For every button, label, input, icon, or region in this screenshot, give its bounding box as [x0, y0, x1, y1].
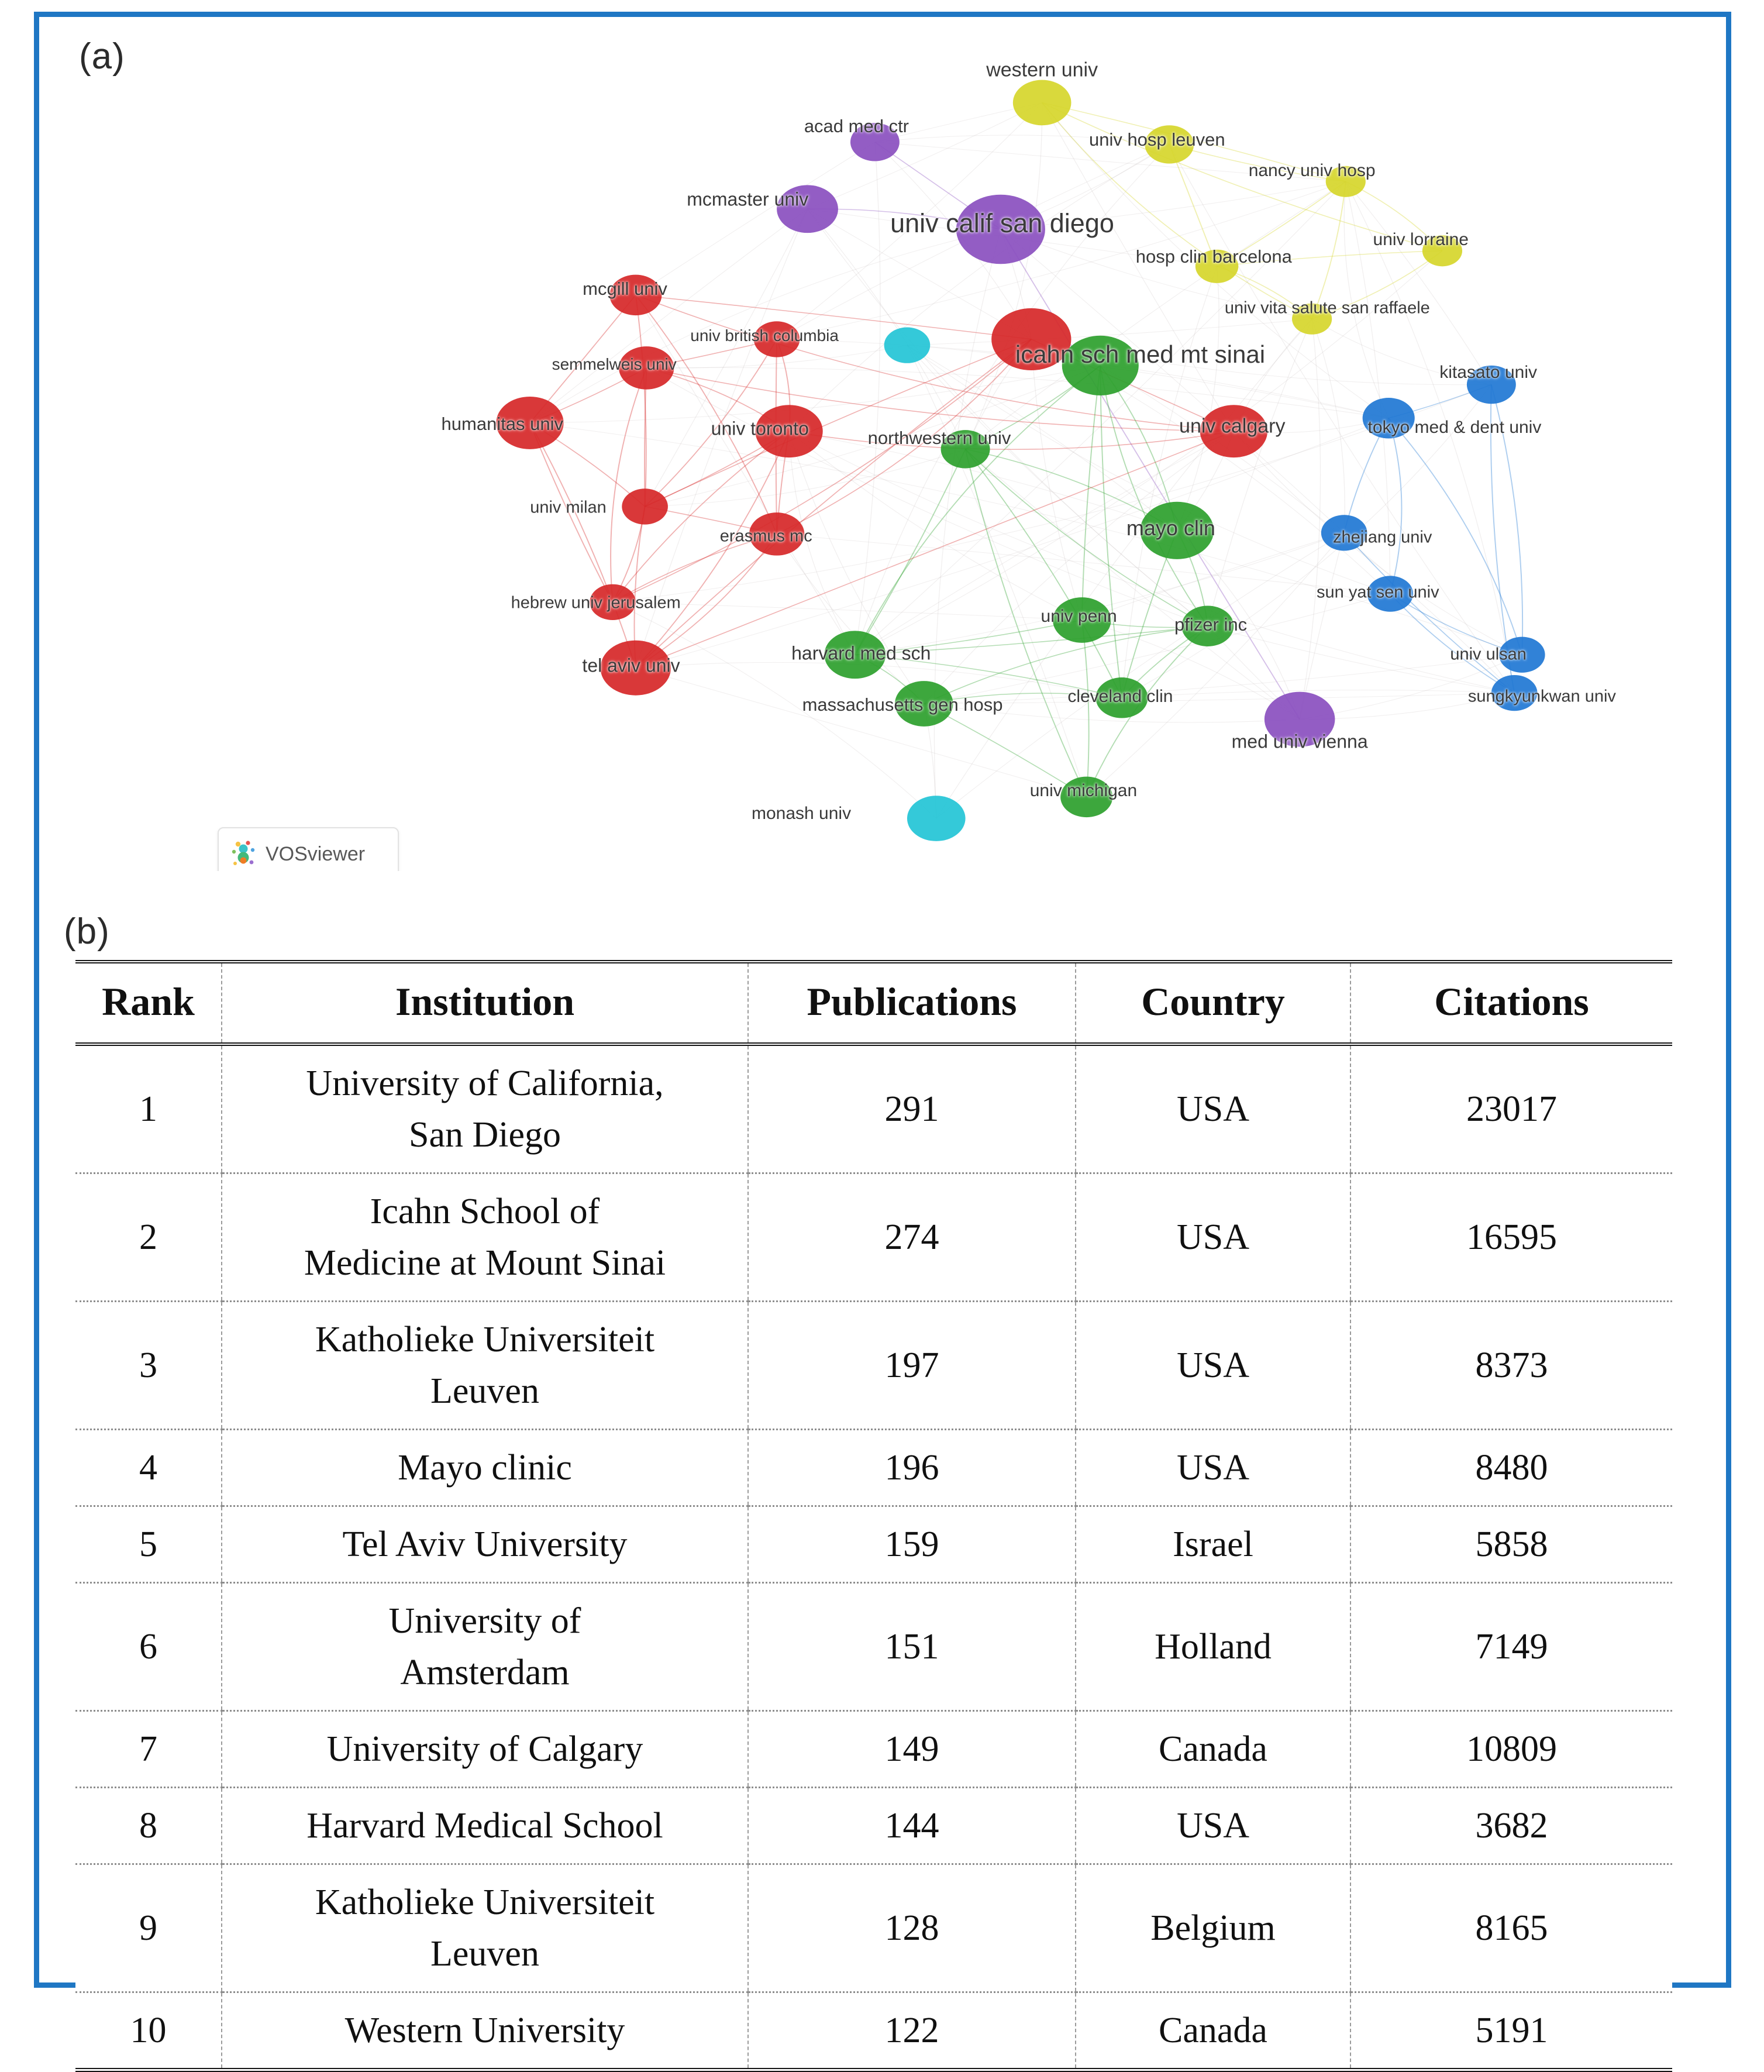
- network-node[interactable]: [1491, 675, 1538, 711]
- network-edge: [1177, 266, 1219, 530]
- network-node-label: pfizer inc: [1174, 614, 1248, 635]
- network-node[interactable]: [1140, 502, 1214, 559]
- network-edge: [855, 655, 1122, 698]
- network-edge: [636, 418, 1389, 668]
- network-node[interactable]: [619, 346, 674, 390]
- network-node-label: univ michigan: [1029, 781, 1138, 801]
- country-cell: USA: [1076, 1788, 1350, 1864]
- publications-cell: 274: [748, 1173, 1076, 1302]
- vosviewer-label: VOSviewer: [266, 842, 366, 865]
- table-row: [75, 1506, 1672, 1583]
- network-node[interactable]: [1195, 250, 1238, 283]
- network-edge: [613, 602, 936, 818]
- table-row: [75, 1302, 1672, 1430]
- publications-cell: 151: [748, 1583, 1076, 1711]
- network-node[interactable]: [1265, 692, 1335, 747]
- network-node-label: univ lorraine: [1373, 230, 1469, 250]
- network-node[interactable]: [956, 195, 1045, 264]
- institution-cell: Icahn School of Medicine at Mount Sinai: [222, 1173, 748, 1302]
- network-edge: [613, 339, 1032, 602]
- network-node[interactable]: [1321, 515, 1367, 550]
- citations-cell: 8373: [1350, 1302, 1672, 1430]
- rank-cell: 9: [75, 1864, 222, 1992]
- network-edge: [1300, 533, 1344, 720]
- table-row: [75, 1044, 1672, 1173]
- citations-cell: 8480: [1350, 1430, 1672, 1506]
- network-node[interactable]: [1326, 166, 1366, 197]
- publications-cell: 159: [748, 1506, 1076, 1583]
- network-node[interactable]: [601, 641, 671, 696]
- column-header-rank: Rank: [75, 962, 222, 1044]
- citations-cell: 3682: [1350, 1788, 1672, 1864]
- network-node-label: mcmaster univ: [687, 188, 809, 210]
- network-node-label: icahn sch med mt sinai: [1015, 340, 1266, 369]
- network-node-label: tokyo med & dent univ: [1367, 418, 1542, 438]
- citations-cell: 10809: [1350, 1711, 1672, 1788]
- rank-cell: 6: [75, 1583, 222, 1711]
- network-edge: [530, 366, 1100, 423]
- table-row: [75, 1864, 1672, 1992]
- country-cell: USA: [1076, 1044, 1350, 1173]
- network-node-label: sun yat sen univ: [1317, 583, 1439, 602]
- table-header: [75, 962, 1672, 1044]
- rank-cell: 8: [75, 1788, 222, 1864]
- network-node[interactable]: [941, 430, 990, 468]
- network-node-label: univ hosp leuven: [1088, 129, 1225, 150]
- country-cell: USA: [1076, 1302, 1350, 1430]
- network-node[interactable]: [1367, 576, 1413, 611]
- institution-cell: Tel Aviv University: [222, 1506, 748, 1583]
- country-cell: USA: [1076, 1430, 1350, 1506]
- network-node[interactable]: [1013, 80, 1072, 126]
- network-edge: [1389, 418, 1401, 594]
- network-edge: [777, 181, 1346, 339]
- network-node-label: univ ulsan: [1450, 645, 1527, 664]
- table-row: [75, 1430, 1672, 1506]
- network-node[interactable]: [1095, 677, 1148, 718]
- network-edge: [936, 319, 1312, 818]
- network-edge: [789, 431, 1514, 693]
- citations-cell: 5858: [1350, 1506, 1672, 1583]
- network-node[interactable]: [622, 488, 668, 524]
- network-node[interactable]: [1499, 637, 1545, 673]
- network-edge: [636, 142, 875, 295]
- country-cell: USA: [1076, 1173, 1350, 1302]
- network-node-label: cleveland clin: [1067, 686, 1173, 706]
- figure-border: [34, 12, 1731, 2051]
- institution-cell: University of California, San Diego: [222, 1044, 748, 1173]
- network-node-label: mayo clin: [1126, 515, 1215, 540]
- rank-cell: 1: [75, 1044, 222, 1173]
- network-visualization: [39, 35, 1726, 871]
- citations-cell: 5191: [1350, 1992, 1672, 2070]
- network-node-label: univ milan: [530, 498, 607, 517]
- network-node-label: western univ: [986, 58, 1098, 81]
- table-row: [75, 1788, 1672, 1864]
- network-node[interactable]: [755, 405, 822, 457]
- network-node-label: med univ vienna: [1231, 731, 1368, 752]
- network-edge: [1169, 144, 1346, 181]
- column-header-citations: Citations: [1350, 962, 1672, 1044]
- rank-cell: 4: [75, 1430, 222, 1506]
- network-node[interactable]: [777, 185, 838, 233]
- network-edge: [1389, 418, 1522, 655]
- network-node[interactable]: [1363, 398, 1415, 438]
- panel-a-label: (a): [79, 36, 125, 77]
- network-node[interactable]: [496, 397, 563, 449]
- publications-cell: 144: [748, 1788, 1076, 1864]
- table-row: [75, 1711, 1672, 1788]
- institution-cell: Western University: [222, 1992, 748, 2070]
- vosviewer-badge: [218, 827, 399, 871]
- institution-cell: University of Calgary: [222, 1711, 748, 1788]
- network-node[interactable]: [1181, 605, 1234, 646]
- institution-cell: Katholieke Universiteit Leuven: [222, 1864, 748, 1992]
- network-node-label: nancy univ hosp: [1248, 160, 1376, 180]
- network-node-label: massachusetts gen hosp: [802, 694, 1003, 715]
- network-node[interactable]: [895, 681, 953, 727]
- network-node[interactable]: [749, 512, 804, 556]
- column-header-publications: Publications: [748, 962, 1076, 1044]
- citations-cell: 8165: [1350, 1864, 1672, 1992]
- institution-cell: University of Amsterdam: [222, 1583, 748, 1711]
- network-edge: [924, 594, 1390, 704]
- table-row: [75, 1583, 1672, 1711]
- network-node-label: tel aviv univ: [582, 655, 680, 676]
- publications-cell: 291: [748, 1044, 1076, 1173]
- network-node[interactable]: [1053, 597, 1111, 643]
- network-node-label: mcgill univ: [583, 278, 667, 300]
- network-edge: [1234, 431, 1522, 655]
- network-node-label: hosp clin barcelona: [1135, 246, 1292, 267]
- network-node-label: harvard med sch: [791, 642, 931, 664]
- network-node-label: univ penn: [1041, 606, 1117, 626]
- network-node-label: hebrew univ jerusalem: [511, 593, 681, 612]
- table-row: [75, 1173, 1672, 1302]
- network-edge: [636, 668, 1087, 797]
- country-cell: Canada: [1076, 1992, 1350, 2070]
- network-edge: [1491, 385, 1522, 655]
- network-node[interactable]: [1467, 366, 1516, 404]
- network-canvas: [39, 35, 1726, 871]
- network-edge: [1042, 102, 1442, 250]
- network-edge: [875, 135, 1169, 144]
- network-edge: [934, 229, 1000, 818]
- network-node[interactable]: [1062, 336, 1139, 395]
- network-node-label: acad med ctr: [804, 116, 909, 137]
- country-cell: Belgium: [1076, 1864, 1350, 1992]
- network-edge: [1001, 229, 1300, 720]
- network-node[interactable]: [907, 796, 966, 841]
- country-cell: Israel: [1076, 1506, 1350, 1583]
- country-cell: Holland: [1076, 1583, 1350, 1711]
- network-node-label: kitasato univ: [1439, 363, 1537, 383]
- institution-ranking-table: [75, 960, 1672, 2072]
- network-node-label: humanitas univ: [441, 413, 564, 434]
- network-edge: [1312, 319, 1345, 533]
- institution-cell: Katholieke Universiteit Leuven: [222, 1302, 748, 1430]
- network-edge: [645, 366, 1101, 507]
- network-edge: [530, 423, 1522, 655]
- rank-cell: 2: [75, 1173, 222, 1302]
- network-node-label: univ calgary: [1179, 415, 1286, 438]
- rank-cell: 5: [75, 1506, 222, 1583]
- network-node[interactable]: [1060, 777, 1112, 817]
- network-edge: [924, 704, 1087, 797]
- publications-cell: 196: [748, 1430, 1076, 1506]
- column-header-institution: Institution: [222, 962, 748, 1044]
- rank-cell: 10: [75, 1992, 222, 2070]
- network-node[interactable]: [590, 584, 636, 620]
- network-node-label: univ british columbia: [690, 326, 839, 345]
- network-edge: [808, 209, 966, 449]
- table-header-row: [75, 962, 1672, 1044]
- network-node[interactable]: [1292, 304, 1332, 335]
- country-cell: Canada: [1076, 1711, 1350, 1788]
- network-node[interactable]: [754, 321, 800, 357]
- network-node[interactable]: [1422, 235, 1462, 266]
- network-node[interactable]: [1145, 125, 1194, 163]
- institution-cell: Mayo clinic: [222, 1430, 748, 1506]
- network-edge: [1312, 319, 1491, 384]
- network-node[interactable]: [991, 308, 1071, 370]
- network-node[interactable]: [1200, 405, 1267, 457]
- network-edge: [924, 693, 1514, 704]
- network-node[interactable]: [824, 631, 886, 679]
- network-edge: [1042, 102, 1346, 181]
- network-edge: [646, 367, 1389, 418]
- publications-cell: 122: [748, 1992, 1076, 2070]
- institution-cell: Harvard Medical School: [222, 1788, 748, 1864]
- network-node-label: univ calif san diego: [890, 208, 1114, 238]
- network-node[interactable]: [884, 328, 931, 363]
- network-node-label: univ vita salute san raffaele: [1224, 298, 1430, 318]
- rank-cell: 7: [75, 1711, 222, 1788]
- network-node-label: sungkyunkwan univ: [1467, 687, 1616, 706]
- rank-cell: 3: [75, 1302, 222, 1430]
- panel-b-label: (b): [64, 911, 110, 952]
- network-edge: [1346, 181, 1491, 384]
- publications-cell: 128: [748, 1864, 1076, 1992]
- network-node-label: univ toronto: [711, 418, 809, 439]
- table-body: [75, 1044, 1672, 2070]
- network-edge: [1217, 251, 1442, 267]
- network-node[interactable]: [609, 275, 662, 315]
- network-node-label: northwestern univ: [867, 428, 1011, 449]
- network-node-label: zhejiang univ: [1333, 528, 1432, 547]
- citations-cell: 23017: [1350, 1044, 1672, 1173]
- network-node-label: monash univ: [751, 803, 852, 823]
- publications-cell: 197: [748, 1302, 1076, 1430]
- citations-cell: 16595: [1350, 1173, 1672, 1302]
- network-edge: [966, 449, 1122, 698]
- vosviewer-logo-icon: [230, 839, 257, 869]
- network-node-label: semmelweis univ: [552, 354, 677, 373]
- network-node[interactable]: [850, 123, 900, 161]
- network-edge: [907, 345, 1208, 626]
- column-header-country: Country: [1076, 962, 1350, 1044]
- network-edge: [636, 295, 855, 655]
- network-edge: [855, 142, 880, 655]
- citations-cell: 7149: [1350, 1583, 1672, 1711]
- network-node-label: erasmus mc: [719, 526, 812, 546]
- network-edge: [1300, 655, 1522, 719]
- publications-cell: 149: [748, 1711, 1076, 1788]
